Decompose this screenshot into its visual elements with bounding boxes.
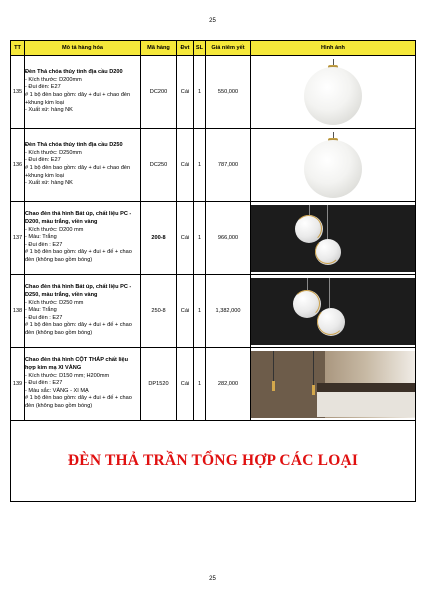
spec-line: # 1 bộ đèn bao gồm: dây + đui + chao đèn +khung kim loại	[25, 165, 131, 179]
header-image: Hình ảnh	[251, 41, 416, 56]
product-qty: 1	[194, 275, 206, 348]
product-price: 787,000	[206, 129, 251, 202]
row-description	[25, 56, 141, 129]
row-index: 138	[11, 275, 25, 348]
page-number-bottom: 25	[209, 576, 216, 582]
page-number-top: 25	[209, 18, 216, 24]
spec-line: - Đui đèn : E27	[25, 241, 63, 248]
gold-tower-pendant-room-photo	[251, 351, 415, 418]
product-price: 966,000	[206, 202, 251, 275]
row-index: 136	[11, 129, 25, 202]
product-price: 282,000	[206, 348, 251, 421]
spec-line: - Kích thước: D200mm	[25, 76, 82, 83]
row-description	[25, 202, 141, 275]
row-index: 137	[11, 202, 25, 275]
spec-line: - Màu: Trắng	[25, 307, 57, 314]
header-description: Mô tả hàng hóa	[25, 41, 141, 56]
white-globe-pendant-photo	[251, 132, 415, 199]
spec-line: - Đui đèn: E27	[25, 84, 61, 91]
section-banner: ĐÈN THẢ TRẦN TỔNG HỢP CÁC LOẠI	[67, 452, 359, 469]
product-code: DP1520	[141, 348, 177, 421]
product-qty: 1	[194, 129, 206, 202]
spec-line: # 1 bộ đèn bao gồm: dây + đui + đế + chao đèn (không bao gồm bóng)	[25, 395, 132, 409]
header-qty: SL	[194, 41, 206, 56]
product-title: Chao đèn thả hình CỘT THÁP chất liệu hợp kim mạ XI VÀNG	[25, 357, 129, 372]
spec-line: # 1 bộ đèn bao gồm: dây + đui + đế + chao đèn (không bao gồm bóng)	[25, 322, 132, 336]
product-code: 200-8	[141, 202, 177, 275]
spec-line: - Màu sắc: VÀNG - XI MẠ	[25, 387, 89, 394]
header-tt: TT	[11, 41, 25, 56]
product-qty: 1	[194, 348, 206, 421]
header-price: Giá niêm yết	[206, 41, 251, 56]
header-code: Mã hàng	[141, 41, 177, 56]
product-image-cell	[251, 275, 416, 348]
row-index: 139	[11, 348, 25, 421]
product-image-cell	[251, 56, 416, 129]
table-row	[11, 202, 416, 275]
spec-line: - Đui đèn : E27	[25, 380, 63, 387]
product-code: DC250	[141, 129, 177, 202]
row-description	[25, 129, 141, 202]
product-price: 1,382,000	[206, 275, 251, 348]
product-qty: 1	[194, 56, 206, 129]
product-image-cell	[251, 129, 416, 202]
spec-line: - Xuất xứ: hàng NK	[25, 107, 73, 114]
product-unit: Cái	[177, 275, 194, 348]
table-row	[11, 56, 416, 129]
product-price: 550,000	[206, 56, 251, 129]
table-row	[11, 348, 416, 421]
table-row	[11, 129, 416, 202]
bowl-pendant-pair-photo	[251, 278, 415, 345]
spec-line: - Đui đèn: E27	[25, 157, 61, 164]
product-unit: Cái	[177, 202, 194, 275]
product-image-cell	[251, 348, 416, 421]
product-code: DC200	[141, 56, 177, 129]
product-unit: Cái	[177, 129, 194, 202]
product-title: Chao đèn thả hình Bát úp, chất liệu PC - D250, màu trắng, viền vàng	[25, 284, 132, 299]
spec-line: # 1 bộ đèn bao gồm: dây + đui + đế + chao đèn (không bao gồm bóng)	[25, 249, 132, 263]
spec-line: - Màu: Trắng	[25, 234, 57, 241]
product-title: Đèn Thả chóa thủy tinh địa cầu D250	[25, 142, 123, 149]
row-description	[25, 275, 141, 348]
spec-line: - Kích thước: D150 mm; H200mm	[25, 372, 110, 379]
spec-line: # 1 bộ đèn bao gồm: dây + đui + chao đèn +khung kim loại	[25, 92, 131, 106]
product-unit: Cái	[177, 348, 194, 421]
product-code: 250-8	[141, 275, 177, 348]
bowl-pendant-pair-photo	[251, 205, 415, 272]
product-title: Chao đèn thả hình Bát úp, chất liệu PC - D200, màu trắng, viền vàng	[25, 211, 132, 226]
row-index: 135	[11, 56, 25, 129]
spec-line: - Kích thước: D250 mm	[25, 299, 84, 306]
banner-row	[11, 421, 416, 502]
table-row	[11, 275, 416, 348]
spec-line: - Kích thước: D200 mm	[25, 226, 84, 233]
product-unit: Cái	[177, 56, 194, 129]
header-unit: Đvt	[177, 41, 194, 56]
row-description	[25, 348, 141, 421]
spec-line: - Xuất xứ: hàng NK	[25, 180, 73, 187]
product-image-cell	[251, 202, 416, 275]
spec-line: - Kích thước: D250mm	[25, 149, 82, 156]
product-title: Đèn Thả chóa thủy tinh địa cầu D200	[25, 69, 123, 76]
product-table	[10, 40, 416, 502]
spec-line: - Đui đèn : E27	[25, 314, 63, 321]
banner-cell	[11, 421, 416, 502]
table-header-row	[11, 41, 416, 56]
white-globe-pendant-photo	[251, 59, 415, 126]
product-qty: 1	[194, 202, 206, 275]
